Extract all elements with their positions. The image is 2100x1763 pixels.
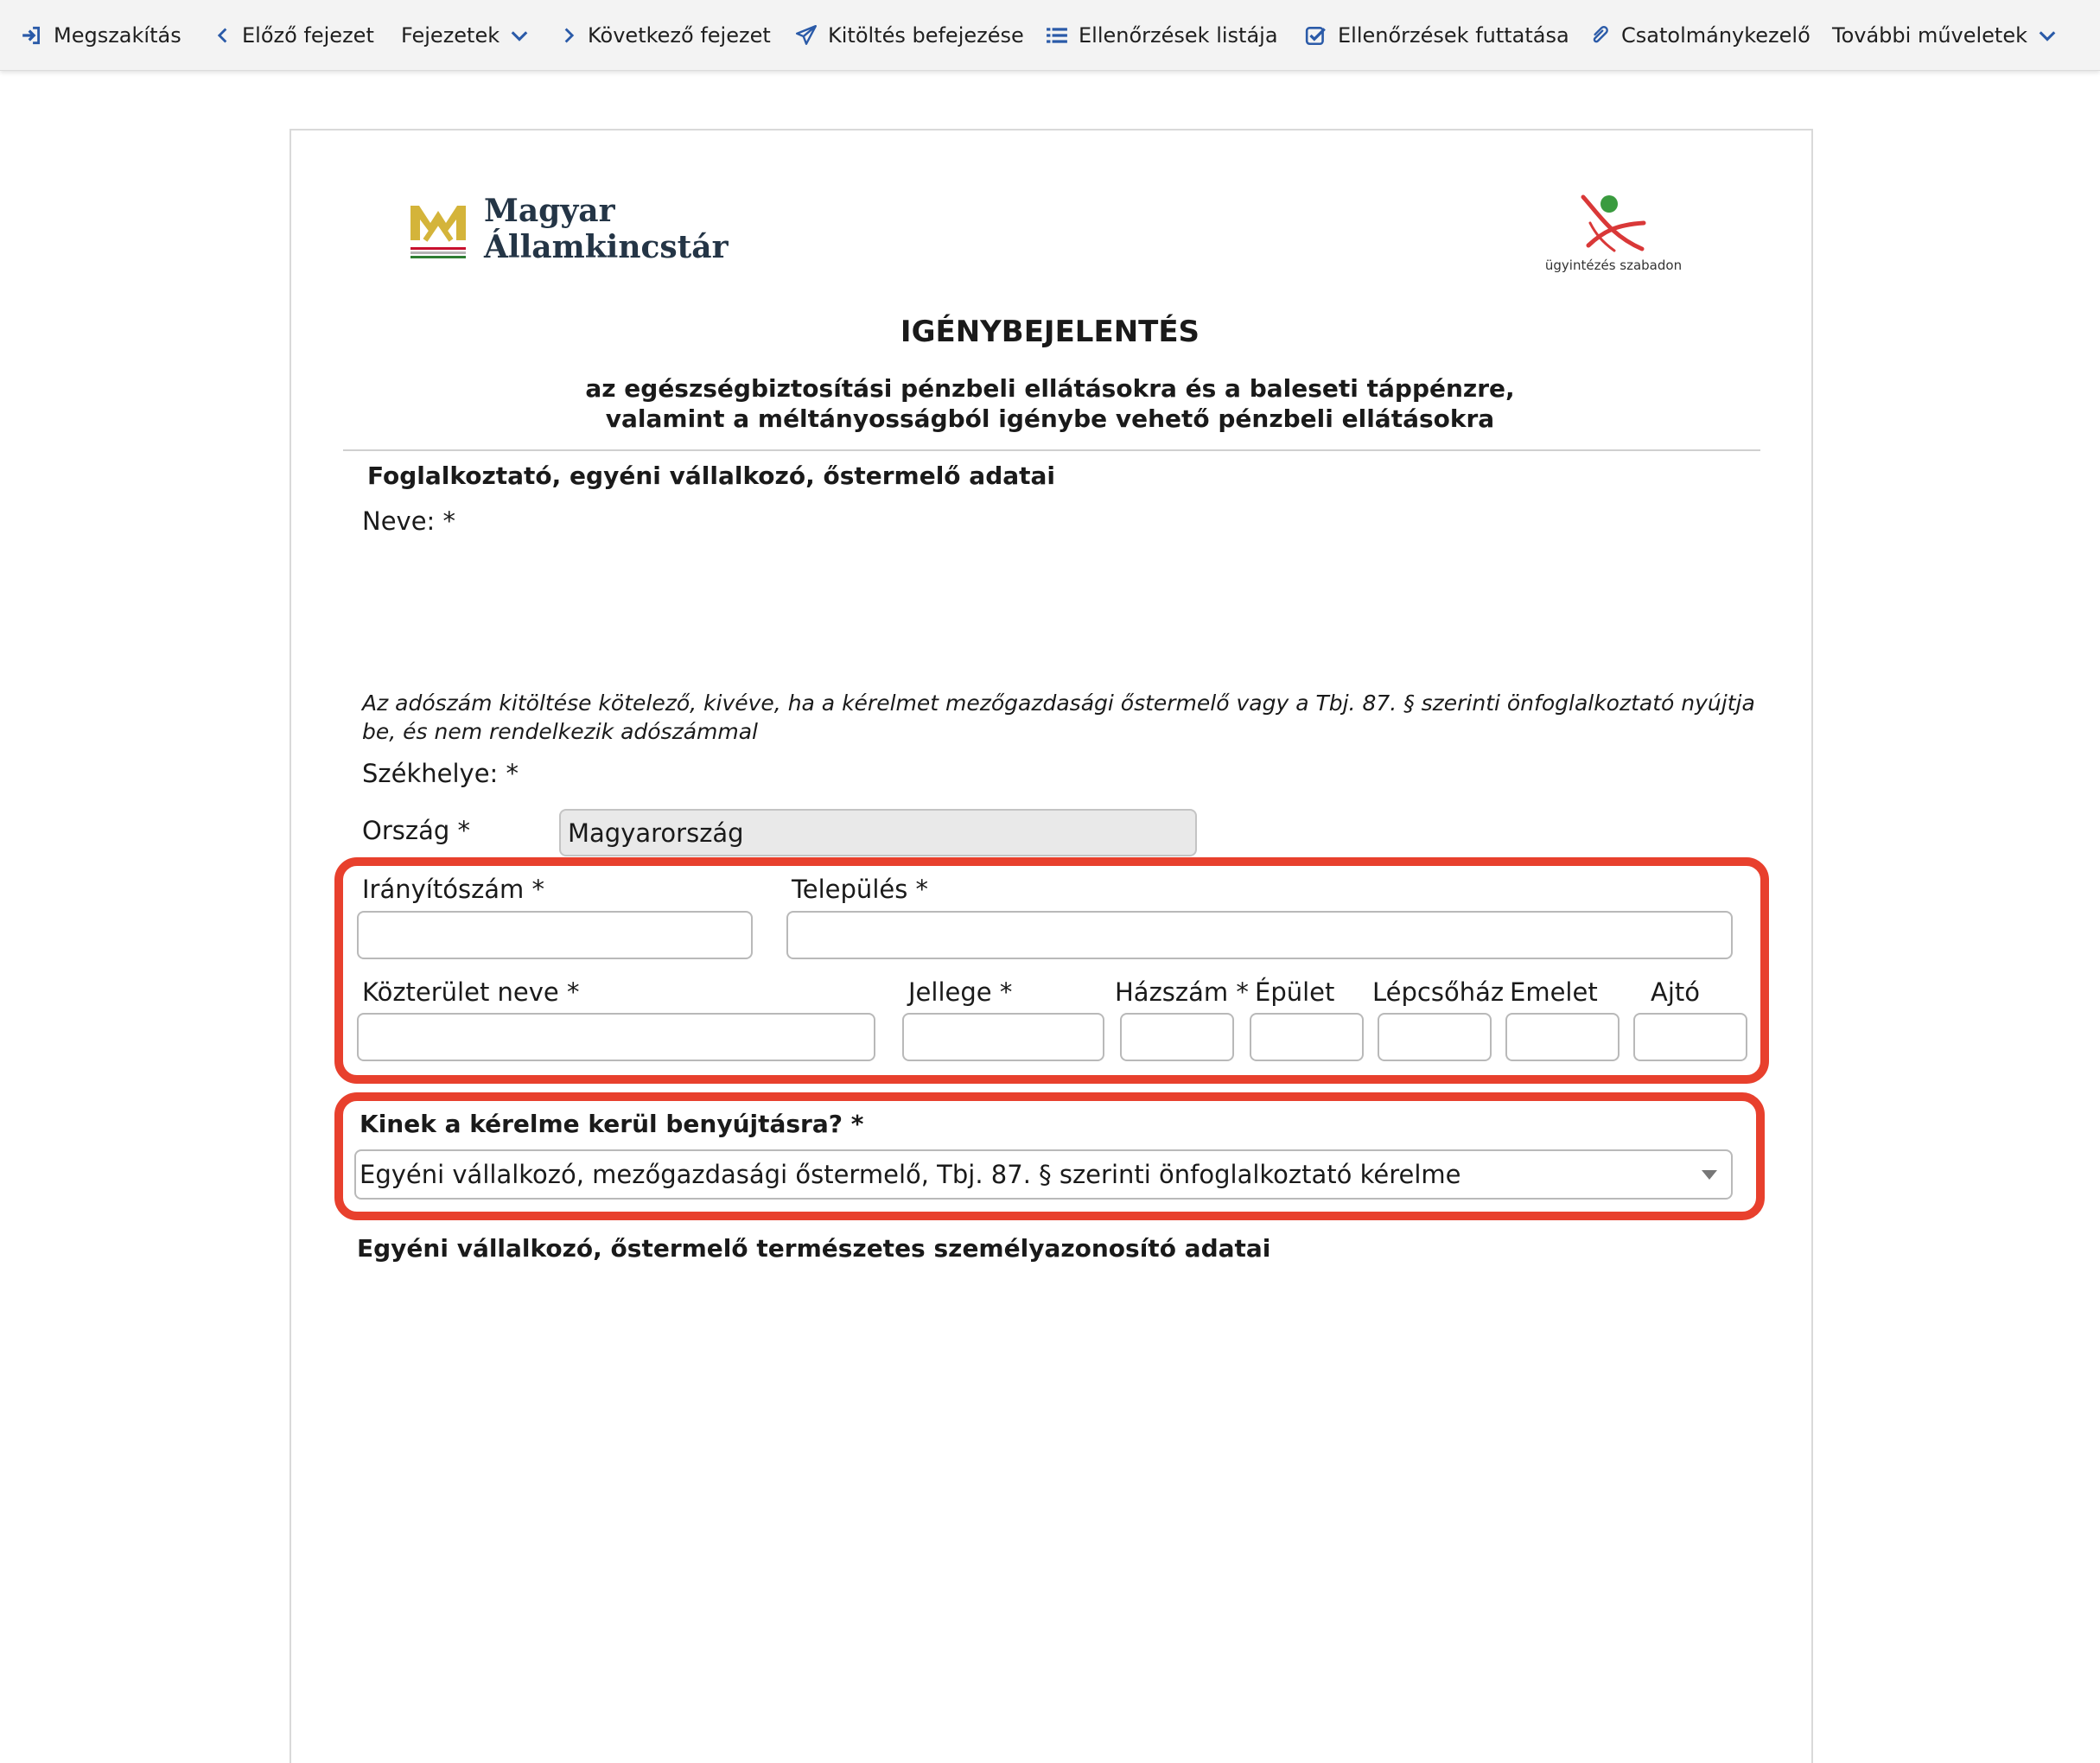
paper-plane-icon — [795, 24, 818, 47]
previous-chapter-button[interactable] — [214, 0, 374, 71]
street-name-input[interactable] — [357, 1013, 875, 1061]
staircase-label: Lépcsőház — [1372, 977, 1505, 1007]
request-selected-value: Egyéni vállalkozó, mezőgazdasági őstermelő, Tbj. 87. § szerinti önfoglalkoztató kérelme — [360, 1160, 1461, 1189]
paperclip-icon — [1588, 24, 1611, 47]
next-chapter-label: Következő fejezet — [588, 23, 771, 48]
logo-caption: ügyintézés szabadon — [1544, 258, 1683, 273]
country-value: Magyarország — [568, 818, 744, 848]
zip-label: Irányítószám * — [362, 875, 545, 904]
street-type-label: Jellege * — [908, 977, 1013, 1007]
floor-input[interactable] — [1505, 1013, 1620, 1061]
tax-number-note: Az adószám kitöltése kötelező, kivéve, ha a kérelmet mezőgazdasági őstermelő vagy a Tbj. 87. § szerinti önfoglalkoztató nyújtja be, és nem rendelkezik adószámmal — [362, 691, 1755, 744]
more-actions-dropdown[interactable] — [1832, 0, 2057, 71]
name-label: Neve: * — [362, 506, 456, 536]
chevron-left-icon — [214, 24, 232, 47]
door-input[interactable] — [1633, 1013, 1747, 1061]
house-number-label: Házszám * — [1115, 977, 1249, 1007]
next-chapter-button[interactable] — [560, 0, 771, 71]
country-field — [559, 809, 1197, 856]
cancel-button[interactable] — [21, 0, 181, 71]
floor-label: Emelet — [1510, 977, 1598, 1007]
attachment-manager-label: Csatolmánykezelő — [1621, 23, 1810, 48]
seat-label: Székhelye: * — [362, 759, 519, 788]
toolbar — [0, 0, 2100, 71]
run-checks-label: Ellenőrzések futtatása — [1338, 23, 1569, 48]
house-number-input[interactable] — [1120, 1013, 1234, 1061]
building-label: Épület — [1255, 977, 1335, 1007]
checks-list-label: Ellenőrzések listája — [1079, 23, 1278, 48]
personal-section-title: Egyéni vállalkozó, őstermelő természetes személyazonosító adatai — [357, 1234, 1271, 1263]
attachment-manager-button[interactable] — [1588, 0, 1810, 71]
building-input[interactable] — [1250, 1013, 1364, 1061]
chevron-down-icon — [510, 26, 529, 45]
chapters-dropdown[interactable] — [401, 0, 529, 71]
divider — [343, 449, 1760, 451]
ugyintezes-logo-mark — [1564, 188, 1659, 258]
chapters-label: Fejezetek — [401, 23, 500, 48]
request-select[interactable] — [354, 1149, 1733, 1200]
chevron-right-icon — [560, 24, 577, 47]
employer-section-title: Foglalkoztató, egyéni vállalkozó, őstermelő adatai — [367, 461, 1056, 490]
list-icon — [1046, 24, 1068, 47]
checks-list-button[interactable] — [1046, 0, 1278, 71]
form-subtitle-line2: valamint a méltányosságból igénybe vehető pénzbeli ellátásokra — [605, 404, 1495, 433]
street-type-input[interactable] — [902, 1013, 1104, 1061]
request-question: Kinek a kérelme kerül benyújtásra? * — [360, 1110, 864, 1138]
sign-in-icon — [21, 24, 43, 47]
city-input[interactable] — [786, 911, 1733, 959]
logo-text-line1: Magyar — [484, 193, 615, 229]
logo-text-line2: Államkincstár — [484, 229, 729, 265]
country-label: Ország * — [362, 816, 470, 845]
run-checks-button[interactable] — [1305, 0, 1569, 71]
staircase-input[interactable] — [1378, 1013, 1492, 1061]
zip-input[interactable] — [357, 911, 753, 959]
chevron-down-icon — [2038, 26, 2057, 45]
finish-filling-button[interactable] — [795, 0, 1024, 71]
finish-filling-label: Kitöltés befejezése — [828, 23, 1024, 48]
door-label: Ajtó — [1651, 977, 1701, 1007]
caret-down-icon — [1702, 1170, 1717, 1180]
previous-chapter-label: Előző fejezet — [242, 23, 374, 48]
treasury-logo-mark — [408, 195, 468, 264]
more-actions-label: További műveletek — [1832, 23, 2028, 48]
street-name-label: Közterület neve * — [362, 977, 580, 1007]
cancel-label: Megszakítás — [54, 23, 181, 48]
city-label: Település * — [792, 875, 929, 904]
form-subtitle-line1: az egészségbiztosítási pénzbeli ellátásokra és a baleseti táppénzre, — [585, 374, 1515, 403]
form-title: IGÉNYBEJELENTÉS — [900, 315, 1200, 349]
check-square-icon — [1305, 24, 1327, 47]
